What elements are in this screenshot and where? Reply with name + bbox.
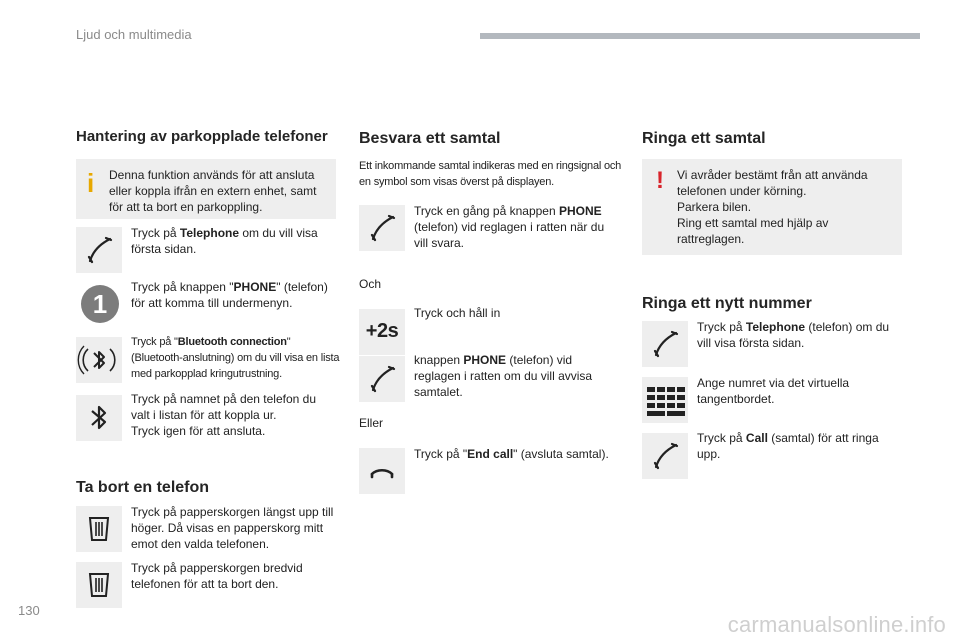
keypad-icon (642, 377, 688, 423)
info-icon: i (87, 168, 95, 198)
phone-button-icon (359, 356, 405, 402)
heading-new-number: Ringa ett nytt nummer (642, 295, 812, 312)
step-bluetooth-text: Tryck på "Bluetooth connection" (Bluetooth-anslutning) om du vill visa en lista med parkopplad kringutrustning. (131, 336, 340, 380)
step-trash-top-text: Tryck på papperskorgen längst upp till höger. Då visas en papperskorg mitt emot den valda telefonen. (131, 505, 334, 551)
end-call-icon (359, 448, 405, 494)
trash-icon (76, 506, 122, 552)
heading-remove-phone: Ta bort en telefon (76, 479, 210, 496)
step-number-badge: 1 (81, 285, 119, 323)
step-phone-name-text: Tryck på namnet på den telefon du valt i listan för att koppla ur. Tryck igen för att ansluta. (131, 392, 317, 438)
answer-intro-text: Ett inkommande samtal indikeras med en ringsignal och en symbol som visas överst på displayen. (359, 160, 622, 188)
telephone-icon (642, 321, 688, 367)
step-reject-text: knappen PHONE (telefon) vid reglagen i ratten om du vill avvisa samtalet. (414, 353, 593, 399)
warning-box (642, 159, 902, 255)
step-keypad-text: Ange numret via det virtuella tangentbordet. (697, 376, 850, 406)
step-trash-delete-text: Tryck på papperskorgen bredvid telefonen för att ta bort den. (131, 561, 303, 591)
warning-text: Vi avråder bestämt från att använda telefonen under körning. Parkera bilen. Ring ett samtal med hjälp av rattreglagen. (677, 168, 868, 246)
bluetooth-icon (76, 395, 122, 441)
warning-icon: ! (656, 167, 664, 194)
heading-answer-call: Besvara ett samtal (359, 130, 501, 147)
info-box (76, 159, 336, 219)
trash-icon (76, 562, 122, 608)
step-call-text: Tryck på Call (samtal) för att ringa upp. (697, 431, 879, 461)
heading-paired-phones: Hantering av parkopplade telefoner (76, 128, 328, 145)
bluetooth-connection-icon (76, 337, 122, 383)
info-text: Denna funktion används för att ansluta eller koppla ifrån en extern enhet, samt för att ta bort en parkoppling. (109, 168, 317, 214)
step-phone-button-text: Tryck på knappen "PHONE" (telefon) för att komma till undermenyn. (131, 280, 328, 310)
step-answer-text: Tryck en gång på knappen PHONE (telefon) vid reglagen i ratten när du vill svara. (414, 204, 605, 250)
step-new-telephone-text: Tryck på Telephone (telefon) om du vill visa första sidan. (697, 320, 890, 350)
press-hold-text: Tryck och håll in (414, 306, 501, 320)
hold-two-seconds-icon: +2s (359, 309, 405, 355)
call-icon (642, 433, 688, 479)
telephone-icon (76, 227, 122, 273)
step-telephone-text: Tryck på Telephone om du vill visa första sidan. (131, 226, 318, 256)
eller-label: Eller (359, 416, 384, 430)
header-divider-bar (480, 33, 920, 39)
heading-make-call: Ringa ett samtal (642, 130, 766, 147)
och-label: Och (359, 277, 382, 291)
page-number: 130 (18, 603, 40, 618)
section-title: Ljud och multimedia (76, 27, 192, 42)
phone-button-icon (359, 205, 405, 251)
step-end-call-text: Tryck på "End call" (avsluta samtal). (414, 447, 609, 461)
watermark: carmanualsonline.info (727, 612, 946, 637)
